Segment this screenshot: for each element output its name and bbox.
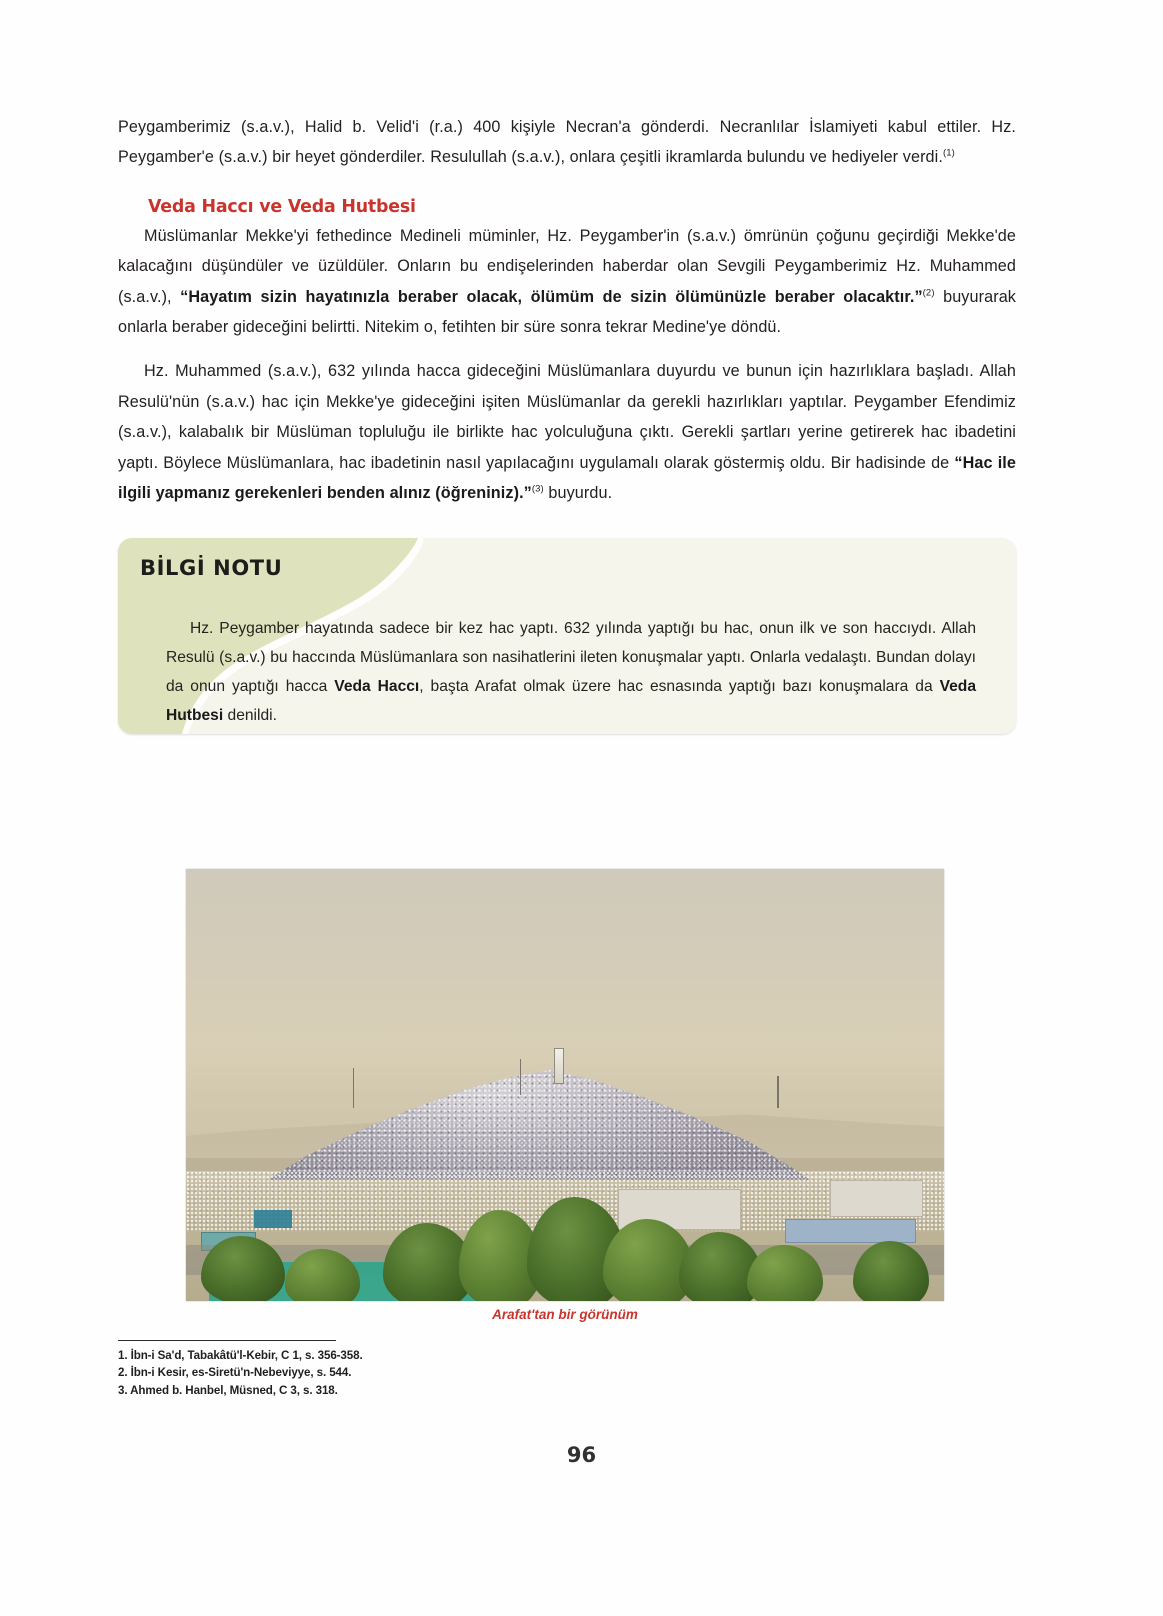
photo-light-mast-right [777,1076,779,1108]
info-note-body [118,538,1016,734]
page-number: 96 [566,1443,597,1467]
paragraph-3-quote: “Hac ile ilgili yapmanız gerekenleri benden alınız (öğreniniz).” [118,453,1016,503]
photo-blue-tarp [254,1210,292,1227]
info-note-text-part2: , başta Arafat olmak üzere hac esnasında yaptığı bazı konuşmalara da [419,678,940,696]
info-note-term-veda-hacci: Veda Haccı [334,678,420,696]
info-note-text-part1: Hz. Peygamber hayatında sadece bir kez hac yaptı. 632 yılında yaptığı bu hac, onun ilk ve son haccıydı. Allah Resulü (s.a.v.) bu haccında Müslümanlara son nasihatlerini ileten konuşmalar yaptı. Onlarla vedalaştı. Bundan dolayı da onun yaptığı hacca [166,620,976,696]
footnote-item-3: 3. Ahmed b. Hanbel, Müsned, C 3, s. 318. [118,1383,338,1397]
paragraph-intro [118,112,1016,173]
info-note-term-veda-hutbesi: Veda Hutbesi [166,678,977,725]
info-note-box [118,538,1016,734]
paragraph-intro-text: Peygamberimiz (s.a.v.), Halid b. Velid'i (r.a.) 400 kişiyle Necran'a gönderdi. Necranlılar İslamiyeti kabul ettiler. Hz. Peygamber'e (s.a.v.) bir heyet gönderdiler. Resulullah (s.a.v.), onlara çeşitli ikramlarda bulundu ve hediyeler verdi. [118,118,1016,167]
footnote-ref-1: (1) [942,148,955,160]
photo-light-mast-left [353,1068,355,1108]
footnote-list [118,1340,538,1399]
info-note-title: BİLGİ NOTU [140,556,283,581]
page-title: Veda Haccı ve Veda Hutbesi [148,196,416,217]
figure-image [186,869,944,1301]
paragraph-3-part1: Hz. Muhammed (s.a.v.), 632 yılında hacca gideceğini Müslümanlara duyurdu ve bunun için hazırlıklara başladı. Allah Resulü'nün (s.a.v.) hac için Mekke'ye gideceğini işiten Müslümanlar da gerekli hazırlıkları yaptılar. Peygamber Efendimiz (s.a.v.), kalabalık bir Müslüman topluluğu ile birlikte hac yolculuğuna çıktı. Gerekli şartları yerine getirerek hac ibadetini yaptı. Böylece Müslümanlara, hac ibadetinin nasıl yapılacağını uygulamalı olarak göstermiş oldu. Bir hadisinde de [118,362,1016,472]
photo-light-mast-center [520,1059,522,1095]
paragraph-2-part1: Müslümanlar Mekke'yi fethedince Medineli müminler, Hz. Peygamber'in (s.a.v.) ömrünün çoğunu geçirdiği Mekke'de kalacağını düşündüler ve üzüldüler. Onların bu endişelerinden haberdar olan Sevgili Peygamberimiz Hz. Muhammed (s.a.v.), [118,226,1016,306]
photo-building-right [830,1180,923,1217]
spacer [118,173,1016,197]
paragraph-3 [118,356,1016,508]
paragraph-3-part2: buyurdu. [543,484,613,503]
photo-jabal-rahmah-pillar [554,1048,564,1084]
paragraph-2-part2: buyurarak onlarla beraber gideceğini belirtti. Nitekim o, fetihten bir süre sonra tekrar Medine'ye döndü. [118,287,1016,337]
footnote-item-1: 1. İbn-i Sa'd, Tabakâtü'l-Kebir, C 1, s. 356-358. [118,1349,363,1362]
footnote-ref-3: (3) [531,483,544,495]
footnote-ref-2: (2) [922,287,935,299]
footnote-item-2: 2. İbn-i Kesir, es-Siretü'n-Nebeviyye, s. 544. [118,1366,352,1380]
page-content [118,112,1016,734]
figure-caption: Arafat'tan bir görünüm [492,1307,638,1322]
paragraph-2 [118,221,1016,343]
photo-canopy-blue-right [785,1219,916,1243]
arafat-photo [186,869,944,1301]
info-note-text [166,614,976,730]
footnote-rule [118,1340,336,1341]
spacer [118,342,1016,356]
info-note-text-part3: denildi. [223,707,277,725]
paragraph-2-quote: “Hayatım sizin hayatınızla beraber olacak, ölümüm de sizin ölümünüzle beraber olacaktır.” [180,287,923,306]
